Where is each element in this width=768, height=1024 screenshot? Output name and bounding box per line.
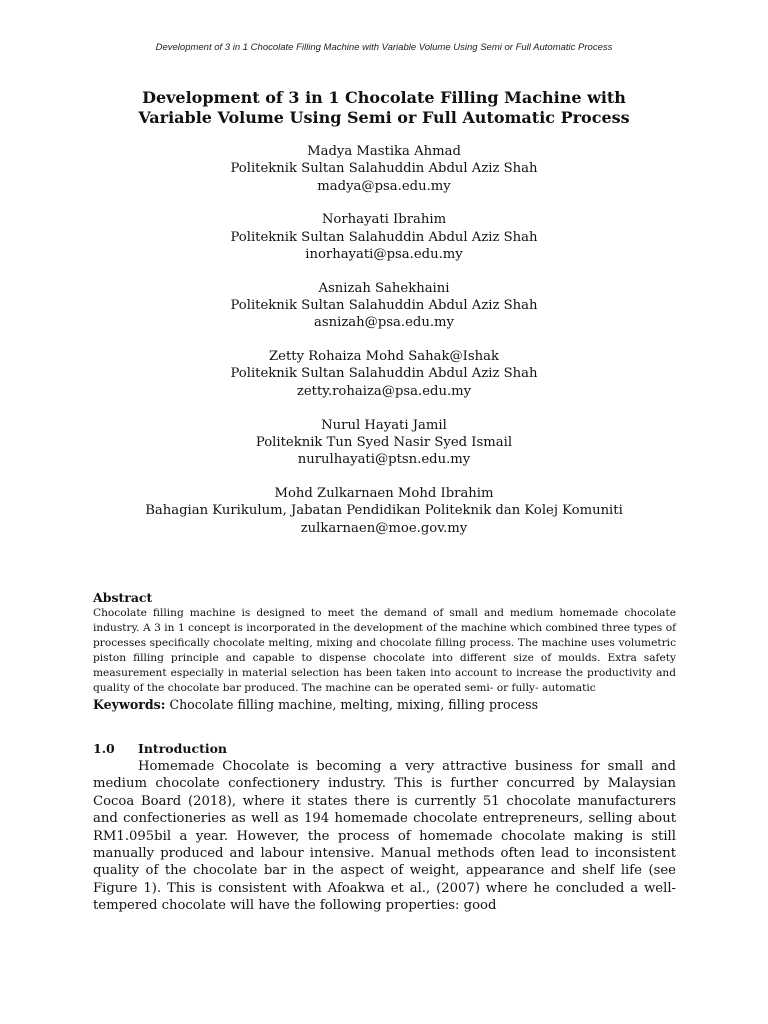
running-header: Development of 3 in 1 Chocolate Filling Machine with Variable Volume Using Semi or Full Automatic Process xyxy=(155,42,613,53)
author-email: nurulhayati@ptsn.edu.my xyxy=(297,452,471,468)
author-email: zetty.rohaiza@psa.edu.my xyxy=(296,383,472,399)
author-affiliation: Politeknik Sultan Salahuddin Abdul Aziz Shah xyxy=(230,161,538,177)
author-email: asnizah@psa.edu.my xyxy=(314,315,454,331)
author-block xyxy=(40,417,728,469)
author-affiliation: Politeknik Tun Syed Nasir Syed Ismail xyxy=(255,434,513,450)
author-list xyxy=(40,143,728,553)
title-line-1: Development of 3 in 1 Chocolate Filling Machine with xyxy=(142,88,626,107)
keywords-label: Keywords: xyxy=(93,697,166,713)
introduction-section xyxy=(93,740,676,915)
section-title: Introduction xyxy=(138,741,228,756)
abstract-heading: Abstract xyxy=(93,590,153,605)
author-name: Zetty Rohaiza Mohd Sahak@Ishak xyxy=(269,349,499,365)
author-name: Norhayati Ibrahim xyxy=(321,212,447,228)
abstract-section xyxy=(93,590,676,713)
abstract-body: Chocolate filling machine is designed to meet the demand of small and medium homemade chocolate industry. A 3 in 1 concept is incorporated in the development of the machine which combined three types of processes specifically chocolate melting, mixing and chocolate filling process. The machine uses volumetric piston filling principle and capable to dispense chocolate into different size of moulds. Extra safety measurement especially in material selection has been taken into account to increase the productivity and quality of the chocolate bar produced. The machine can be operated semi- or fully- automatic xyxy=(93,607,676,694)
paper-title xyxy=(60,88,708,128)
author-affiliation: Bahagian Kurikulum, Jabatan Pendidikan Politeknik dan Kolej Komuniti xyxy=(145,503,623,519)
author-affiliation: Politeknik Sultan Salahuddin Abdul Aziz Shah xyxy=(230,229,538,245)
author-block xyxy=(40,485,728,537)
author-name: Nurul Hayati Jamil xyxy=(321,417,447,433)
author-email: madya@psa.edu.my xyxy=(317,178,451,194)
author-affiliation: Politeknik Sultan Salahuddin Abdul Aziz Shah xyxy=(230,366,538,382)
author-name: Madya Mastika Ahmad xyxy=(307,144,461,159)
author-block xyxy=(40,348,728,400)
section-heading xyxy=(93,740,676,758)
author-email: inorhayati@psa.edu.my xyxy=(305,246,463,262)
keywords-line xyxy=(93,696,676,713)
author-email: zulkarnaen@moe.gov.my xyxy=(300,520,468,536)
author-name: Asnizah Sahekhaini xyxy=(318,280,450,296)
author-affiliation: Politeknik Sultan Salahuddin Abdul Aziz Shah xyxy=(230,298,538,314)
section-number: 1.0 xyxy=(93,741,115,756)
author-name: Mohd Zulkarnaen Mohd Ibrahim xyxy=(274,485,494,501)
author-block xyxy=(40,143,728,195)
author-block xyxy=(40,211,728,263)
introduction-body: Homemade Chocolate is becoming a very attractive business for small and medium chocolate confectionery industry. This is further concurred by Malaysian Cocoa Board (2018), where it states there is currently 51 chocolate manufacturers and confectioneries as well as 194 homemade chocolate entrepreneurs, selling about RM1.095bil a year. However, the process of homemade chocolate making is still manually produced and labour intensive. Manual methods often lead to inconsistent quality of the chocolate bar in the aspect of weight, appearance and shelf life (see Figure 1). This is consistent with Afoakwa et al., (2007) where he concluded a well-tempered chocolate will have the following properties: good xyxy=(93,759,676,914)
author-block xyxy=(40,280,728,332)
keywords-text: Chocolate filling machine, melting, mixing, filling process xyxy=(169,697,539,713)
title-line-2: Variable Volume Using Semi or Full Automatic Process xyxy=(138,108,630,127)
